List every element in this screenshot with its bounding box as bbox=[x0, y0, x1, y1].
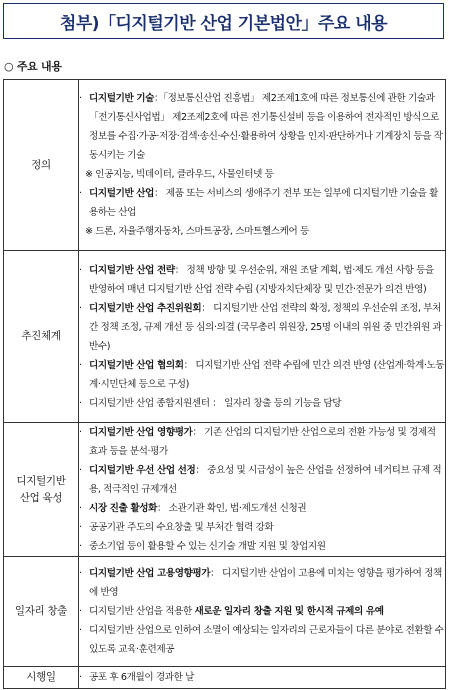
list-item: · 디지털기반 산업： 제품 또는 서비스의 생애주기 전부 또는 일부에 디지털기반 기술을 활용하는 산업 bbox=[79, 188, 438, 218]
list-item: · 디지털기반 산업 추진위원회： 디지털기반 산업 전략의 확정, 정책의 우선순위 조정, 부처간 정책 조정, 규제 개선 등 심의·의결 (국무총리 위원장, 25명 이내의 위원 중 민간위원 과반수) bbox=[79, 302, 442, 352]
list-item: · 디지털기반 산업을 적용한 새로운 일자리 창출 지원 및 한시적 규제의 유예 bbox=[79, 606, 384, 617]
table-row-effective bbox=[4, 667, 446, 689]
list-item: · 시장 진출 활성화： 소관기관 확인, 법·제도개선 신청권 bbox=[79, 503, 307, 514]
list-item: · 디지털기반 산업 영향평가： 기존 산업의 디지털기반 산업으로의 전환 가능성 및 경제적 효과 등을 분석·평가 bbox=[79, 427, 436, 457]
row-content-definition bbox=[79, 80, 446, 251]
list-item: · 중소기업 등이 활용할 수 있는 신기술 개발 지원 및 창업지원 bbox=[79, 541, 326, 552]
row-content-system bbox=[79, 251, 446, 423]
list-item: · 공포 후 6개월이 경과한 날 bbox=[79, 672, 194, 683]
table-row-growth bbox=[4, 423, 446, 557]
list-item: · 디지털기반 산업 협의회： 디지털기반 산업 전략 수립에 민간 의견 반영 (산업계·학계·노동계·시민단체 등으로 구성) bbox=[79, 359, 445, 390]
row-label-growth: 디지털기반 산업 육성 bbox=[4, 423, 79, 557]
list-item: · 디지털기반 산업으로 인하여 소멸이 예상되는 일자리의 근로자들이 다른 분야로 전환할 수 있도록 교육·훈련제공 bbox=[79, 625, 444, 655]
note-item: ※ 인공지능, 빅데이터, 클라우드, 사물인터넷 등 bbox=[85, 169, 274, 180]
section-title: ○ 주요 내용 bbox=[4, 60, 62, 73]
list-item: · 공공기관 주도의 수요창출 및 부처간 협력 강화 bbox=[79, 522, 274, 533]
row-label-system: 추진체계 bbox=[4, 251, 79, 423]
row-label-effective: 시행일 bbox=[4, 667, 79, 689]
row-content-jobs bbox=[79, 557, 446, 667]
list-item: · 디지털기반 우선 산업 선정： 중요성 및 시급성이 높은 산업을 선정하여 네거티브 규제 적용, 적극적인 규제개선 bbox=[79, 465, 442, 495]
list-item: · 디지털기반 산업 고용영향평가： 디지털기반 산업이 고용에 미치는 영향을 평가하여 정책에 반영 bbox=[79, 568, 442, 598]
list-item: · 디지털기반 기술：「정보통신산업 진흥법」 제2조제1호에 따른 정보통신에 관한 기술과「전기통신사업법」 제2조제2호에 따른 전기통신설비 등을 이용하여 전자적인 방식으로 정보를 수집·가공·저장·검색·송신·수신·활용하여 상황을 인지·판단하거나 기계장치 등을 작동시키는 기술 bbox=[79, 93, 443, 161]
table-row-system bbox=[4, 251, 446, 423]
row-content-effective bbox=[79, 667, 446, 689]
row-content-growth bbox=[79, 423, 446, 557]
row-label-jobs: 일자리 창출 bbox=[4, 557, 79, 667]
page-title: 첨부)「디지털기반 산업 기본법안」주요 내용 bbox=[3, 3, 444, 39]
row-label-definition: 정의 bbox=[4, 80, 79, 251]
list-item: · 디지털기반 산업 전략： 정책 방향 및 우선순위, 재원 조달 계획, 법·제도 개선 사항 등을 반영하여 매년 디지털기반 산업 전략 수립 (지방자치단체장 및 민간·전문가 의견 반영) bbox=[79, 264, 434, 295]
note-item: ※ 드론, 자율주행자동차, 스마트공장, 스마트헬스케어 등 bbox=[85, 226, 309, 237]
list-item: · 디지털기반 산업 종합지원센터 ： 일자리 창출 등의 기능을 담당 bbox=[79, 397, 342, 409]
content-table bbox=[3, 79, 446, 689]
table-row-jobs bbox=[4, 557, 446, 667]
table-row-definition bbox=[4, 80, 446, 251]
